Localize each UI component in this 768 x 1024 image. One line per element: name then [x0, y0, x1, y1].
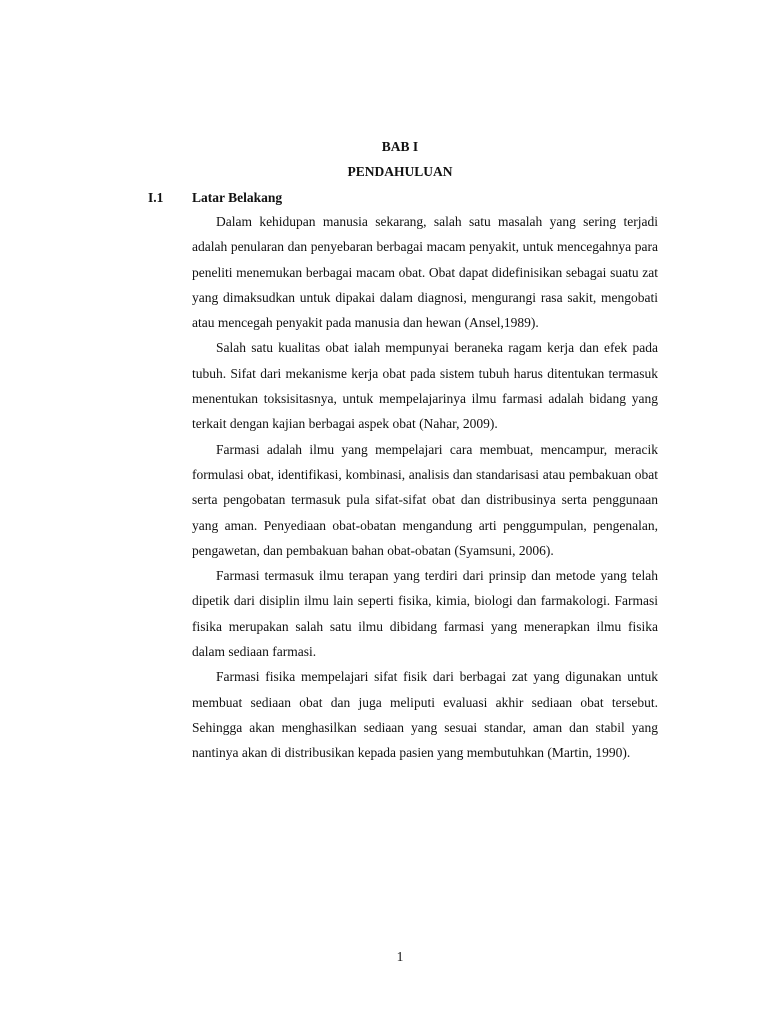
- chapter-title: PENDAHULUAN: [347, 164, 453, 179]
- section-title: Latar Belakang: [192, 190, 283, 205]
- paragraph: Salah satu kualitas obat ialah mempunyai beraneka ragam kerja dan efek pada tubuh. Sifat dari mekanisme kerja obat pada sistem tubuh harus ditentukan termasuk menentukan toksisitasnya, untuk mempelajarinya ilmu farmasi adalah bidang yang terkait dengan kajian berbagai aspek obat (Nahar, 2009).: [192, 340, 658, 432]
- paragraph: Farmasi fisika mempelajari sifat fisik dari berbagai zat yang digunakan untuk membuat sediaan obat dan juga meliputi evaluasi akhir sediaan obat tersebut. Sehingga akan menghasilkan sediaan yang sesuai standar, aman dan stabil yang nantinya akan di distribusikan kepada pasien yang membutuhkan (Martin, 1990).: [192, 669, 658, 761]
- paragraph: Farmasi adalah ilmu yang mempelajari cara membuat, mencampur, meracik formulasi obat, identifikasi, kombinasi, analisis dan standarisasi atau pembakuan obat serta pengobatan termasuk pula sifat-sifat obat dan distribusinya serta penggunaan yang aman. Penyediaan obat-obatan mengandung arti penggumpulan, pengenalan, pengawetan, dan pembakuan bahan obat-obatan (Syamsuni, 2006).: [192, 441, 658, 558]
- chapter-number: BAB I: [381, 139, 419, 154]
- paragraph: Dalam kehidupan manusia sekarang, salah satu masalah yang sering terjadi adalah penularan dan penyebaran berbagai macam penyakit, untuk mencegahnya para peneliti menemukan berbagai macam obat. Obat dapat didefinisikan sebagai suatu zat yang dimaksudkan untuk dipakai dalam diagnosi, mengurangi rasa sakit, mengobati atau mencegah penyakit pada manusia dan hewan (Ansel,1989).: [192, 214, 658, 331]
- body-text: [192, 209, 658, 766]
- paragraph: Farmasi termasuk ilmu terapan yang terdiri dari prinsip dan metode yang telah dipetik dari disiplin ilmu lain seperti fisika, kimia, biologi dan farmakologi. Farmasi fisika merupakan salah satu ilmu dibidang farmasi yang menerapkan ilmu fisika dalam sediaan farmasi.: [192, 568, 658, 660]
- section-number: I.1: [148, 190, 164, 205]
- page-number: 1: [396, 949, 404, 964]
